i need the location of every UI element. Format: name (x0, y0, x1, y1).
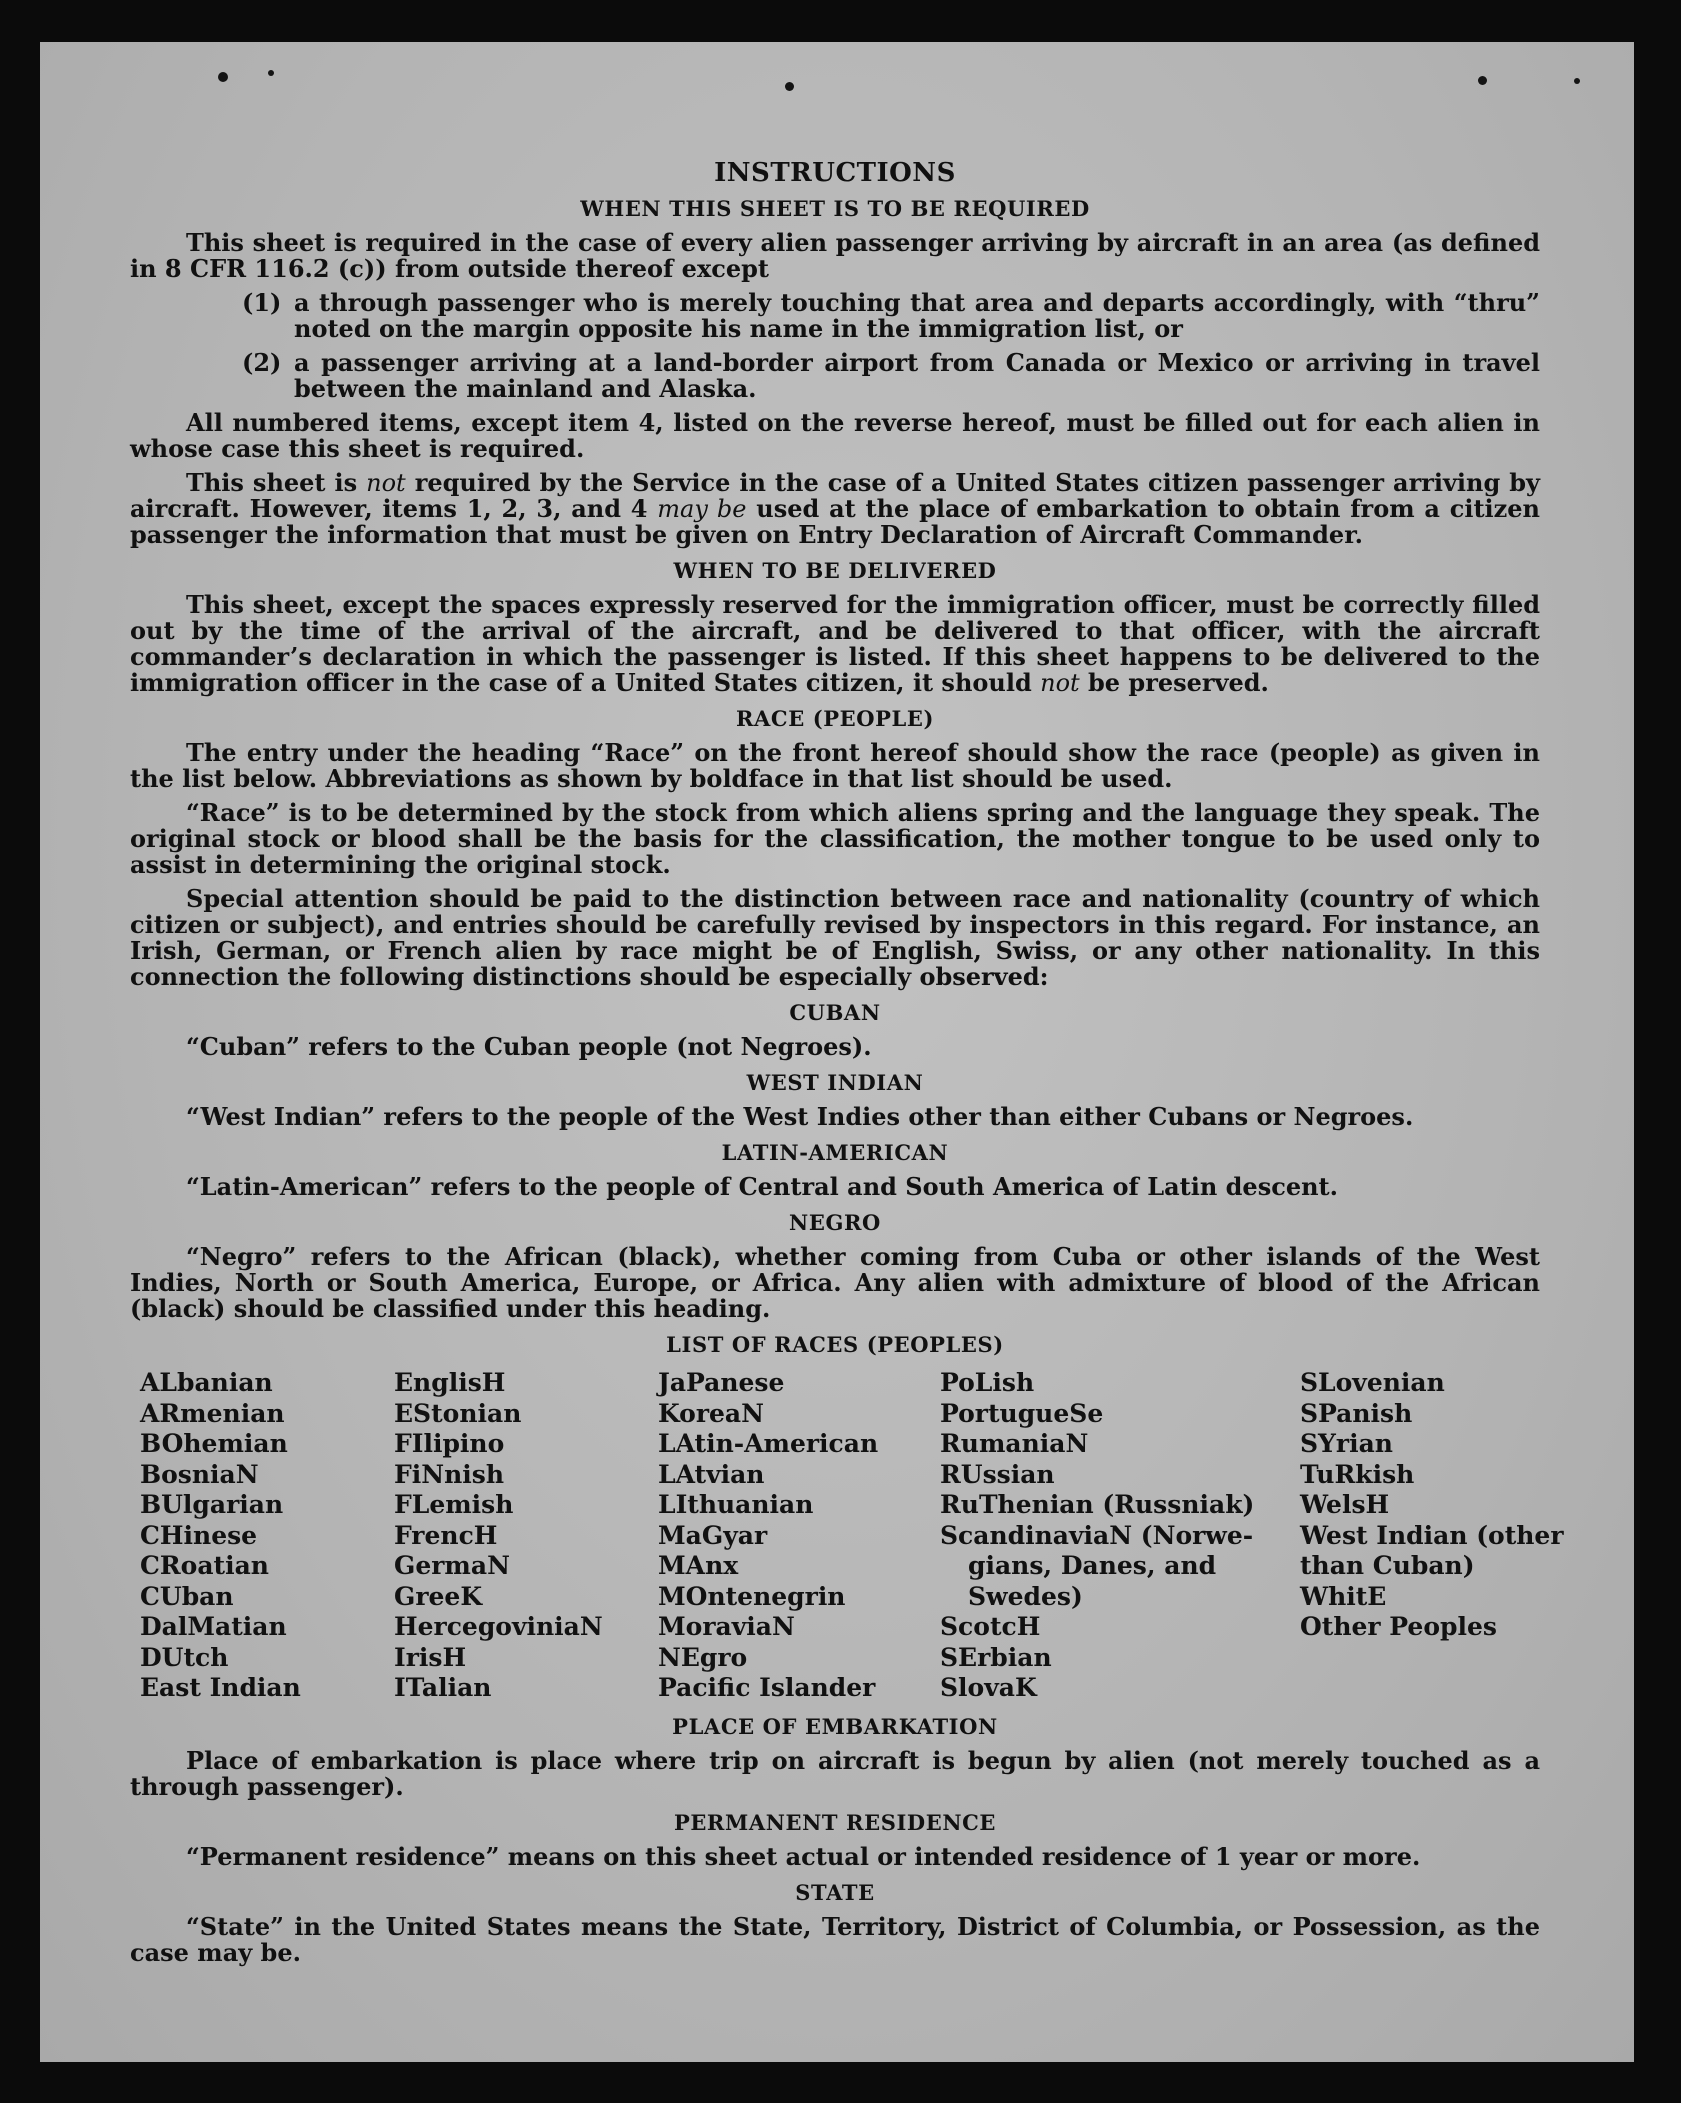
race-entry: HercegoviniaN (394, 1612, 603, 1641)
item-text: a through passenger who is merely touching that area and departs accordingly, with “thru” noted on the margin opposite his name in the immigration list, or (294, 288, 1540, 343)
race-entry: FiNnish (394, 1459, 505, 1489)
text-run: used at the place of embarkation to obtain from a citizen passenger the information that must be given on Entry Declaration of Aircraft Commander. (130, 494, 1540, 549)
race-entry: East Indian (140, 1673, 301, 1702)
text-run: be preserved. (1079, 668, 1269, 697)
heading-latin-american: LATIN-AMERICAN (721, 1140, 949, 1165)
text-run: required by the Service in the case of a United States citizen passenger arriving by aircraft. However, items 1, 2, 3, and 4 (130, 468, 1540, 523)
race-entry: gians, Danes, and (968, 1551, 1217, 1580)
race-entry: MOntenegrin (658, 1581, 846, 1611)
item-number: (2) (242, 348, 282, 377)
race-entry: LIthuanian (658, 1490, 814, 1519)
paragraph-cuban: “Cuban” refers to the Cuban people (not Negroes). (186, 1032, 872, 1061)
paragraph-delivery (130, 592, 1540, 696)
text-run: This sheet is (186, 468, 367, 497)
heading-west-indian: WEST INDIAN (746, 1070, 924, 1095)
race-entry: IrisH (394, 1642, 467, 1672)
race-entry: DalMatian (140, 1612, 287, 1641)
emphasis-text: not (1040, 669, 1080, 697)
ink-speck (218, 72, 228, 82)
race-entry: BUlgarian (140, 1490, 284, 1519)
race-entry: GermaN (394, 1551, 510, 1580)
race-entry: Other Peoples (1300, 1612, 1497, 1641)
race-entry: BOhemian (140, 1429, 288, 1458)
race-entry: SlovaK (940, 1673, 1037, 1702)
paragraph-race-entry: The entry under the heading “Race” on the front hereof should show the race (people) as given in the list below. Abbreviations as shown by boldface in that list should be used. (130, 738, 1540, 793)
race-entry: PoLish (940, 1368, 1035, 1397)
race-entry: RUssian (940, 1459, 1055, 1489)
ink-speck (785, 82, 794, 91)
emphasis-text: not (366, 469, 406, 497)
race-entry: BosniaN (140, 1459, 259, 1489)
emphasis-text: may be (657, 495, 747, 523)
list-item (242, 290, 1540, 342)
races-list (140, 1368, 1564, 1704)
race-entry: WelsH (1300, 1490, 1390, 1519)
document-page (40, 42, 1634, 2062)
paragraph-race-definition: “Race” is to be determined by the stock from which aliens spring and the language they speak. The original stock or blood shall be the basis for the classification, the mother tongue to be used only to assist in determining the original stock. (130, 798, 1540, 879)
heading-when-required: WHEN THIS SHEET IS TO BE REQUIRED (580, 196, 1090, 221)
ink-speck (1574, 78, 1580, 84)
race-entry: ALbanian (140, 1368, 273, 1397)
race-entry: MoraviaN (658, 1612, 795, 1641)
paragraph-required: This sheet is required in the case of every alien passenger arriving by aircraft in an area (as defined in 8 CFR 116.2 (c)) from outside thereof except (130, 228, 1540, 283)
race-entry: MaGyar (658, 1520, 768, 1550)
race-entry: Swedes) (968, 1581, 1083, 1611)
race-entry (1300, 1643, 1560, 1674)
paragraph-race-nationality: Special attention should be paid to the distinction between race and nationality (country of which citizen or subject), and entries should be carefully revised by inspectors in this regard. For instance, an Irish, German, or French alien by race might be of English, Swiss, or any other nationality. In this connection the following distinctions should be especially observed: (130, 884, 1540, 991)
heading-race: RACE (PEOPLE) (735, 706, 935, 731)
item-text: a passenger arriving at a land-border airport from Canada or Mexico or arriving in travel between the mainland and Alaska. (294, 348, 1540, 403)
race-entry: LAtvian (658, 1459, 765, 1489)
race-entry: FLemish (394, 1490, 514, 1519)
ink-speck (1478, 76, 1487, 85)
heading-permanent-residence: PERMANENT RESIDENCE (673, 1809, 997, 1835)
text-run: This sheet, except the spaces expressly reserved for the immigration officer, must be correctly filled out by the time of the arrival of the aircraft, and be delivered to that officer, with the aircraft commander’s declaration in which the passenger is listed. If this sheet happens to be delivered to the immigration officer in the case of a United States citizen, it should (130, 590, 1540, 697)
paragraph-embarkation: Place of embarkation is place where trip on aircraft is begun by alien (not merely touched as a through passenger). (130, 1745, 1540, 1801)
race-entry: EStonian (394, 1398, 522, 1428)
heading-when-delivered: WHEN TO BE DELIVERED (673, 558, 997, 583)
paragraph-state: “State” in the United States means the State, Territory, District of Columbia, or Possession, as the case may be. (130, 1911, 1540, 1967)
race-entry: CUban (140, 1581, 234, 1611)
race-entry: EnglisH (394, 1368, 506, 1397)
race-entry: TuRkish (1300, 1459, 1415, 1489)
heading-negro: NEGRO (789, 1210, 881, 1235)
paragraph-negro: “Negro” refers to the African (black), whether coming from Cuba or other islands of the West Indies, North or South America, Europe, or Africa. Any alien with admixture of blood of the African (black) should be classified under this heading. (130, 1242, 1540, 1323)
paragraph-west-indian: “West Indian” refers to the people of the West Indies other than either Cubans or Negroes. (186, 1102, 1414, 1131)
race-entry: GreeK (394, 1581, 483, 1611)
race-entry: SErbian (940, 1642, 1052, 1672)
heading-state: STATE (795, 1879, 875, 1905)
race-entry (1300, 1673, 1560, 1704)
paragraph-latin-american: “Latin-American” refers to the people of Central and South America of Latin descent. (186, 1172, 1338, 1201)
race-entry: RumaniaN (940, 1429, 1089, 1458)
ink-speck (268, 70, 274, 76)
heading-list-of-races: LIST OF RACES (PEOPLES) (666, 1332, 1004, 1357)
page-title: INSTRUCTIONS (714, 158, 956, 188)
race-entry: CHinese (140, 1520, 258, 1550)
race-entry: SLovenian (1300, 1368, 1445, 1397)
race-entry: MAnx (658, 1551, 739, 1580)
race-entry: KoreaN (658, 1398, 764, 1428)
paragraph-citizen (130, 470, 1540, 548)
race-entry: LAtin-American (658, 1429, 879, 1458)
race-entry: NEgro (658, 1642, 748, 1672)
race-entry: PortugueSe (940, 1398, 1104, 1428)
race-entry: than Cuban) (1300, 1551, 1475, 1580)
race-entry: FrencH (394, 1520, 498, 1550)
race-entry: FIlipino (394, 1429, 505, 1458)
race-entry: RuThenian (Russniak) (940, 1490, 1255, 1519)
race-entry: SPanish (1300, 1398, 1413, 1428)
list-item (242, 350, 1540, 402)
race-entry: West Indian (other (1300, 1520, 1564, 1550)
race-entry: JaPanese (658, 1368, 785, 1397)
race-entry: ScotcH (940, 1612, 1041, 1641)
race-entry: ARmenian (140, 1398, 285, 1428)
race-entry: DUtch (140, 1642, 229, 1672)
race-entry: ITalian (394, 1673, 492, 1702)
race-entry: CRoatian (140, 1551, 269, 1580)
race-entry: Pacific Islander (658, 1673, 876, 1702)
paragraph-permanent-residence: “Permanent residence” means on this sheet actual or intended residence of 1 year or more. (186, 1841, 1421, 1871)
heading-embarkation: PLACE OF EMBARKATION (672, 1713, 998, 1739)
paragraph-numbered-items: All numbered items, except item 4, listed on the reverse hereof, must be filled out for each alien in whose case this sheet is required. (130, 408, 1540, 463)
race-entry: SYrian (1300, 1429, 1393, 1458)
race-entry: WhitE (1300, 1581, 1387, 1611)
item-number: (1) (242, 288, 282, 317)
heading-cuban: CUBAN (789, 1000, 881, 1025)
race-entry: ScandinaviaN (Norwe- (940, 1520, 1254, 1550)
